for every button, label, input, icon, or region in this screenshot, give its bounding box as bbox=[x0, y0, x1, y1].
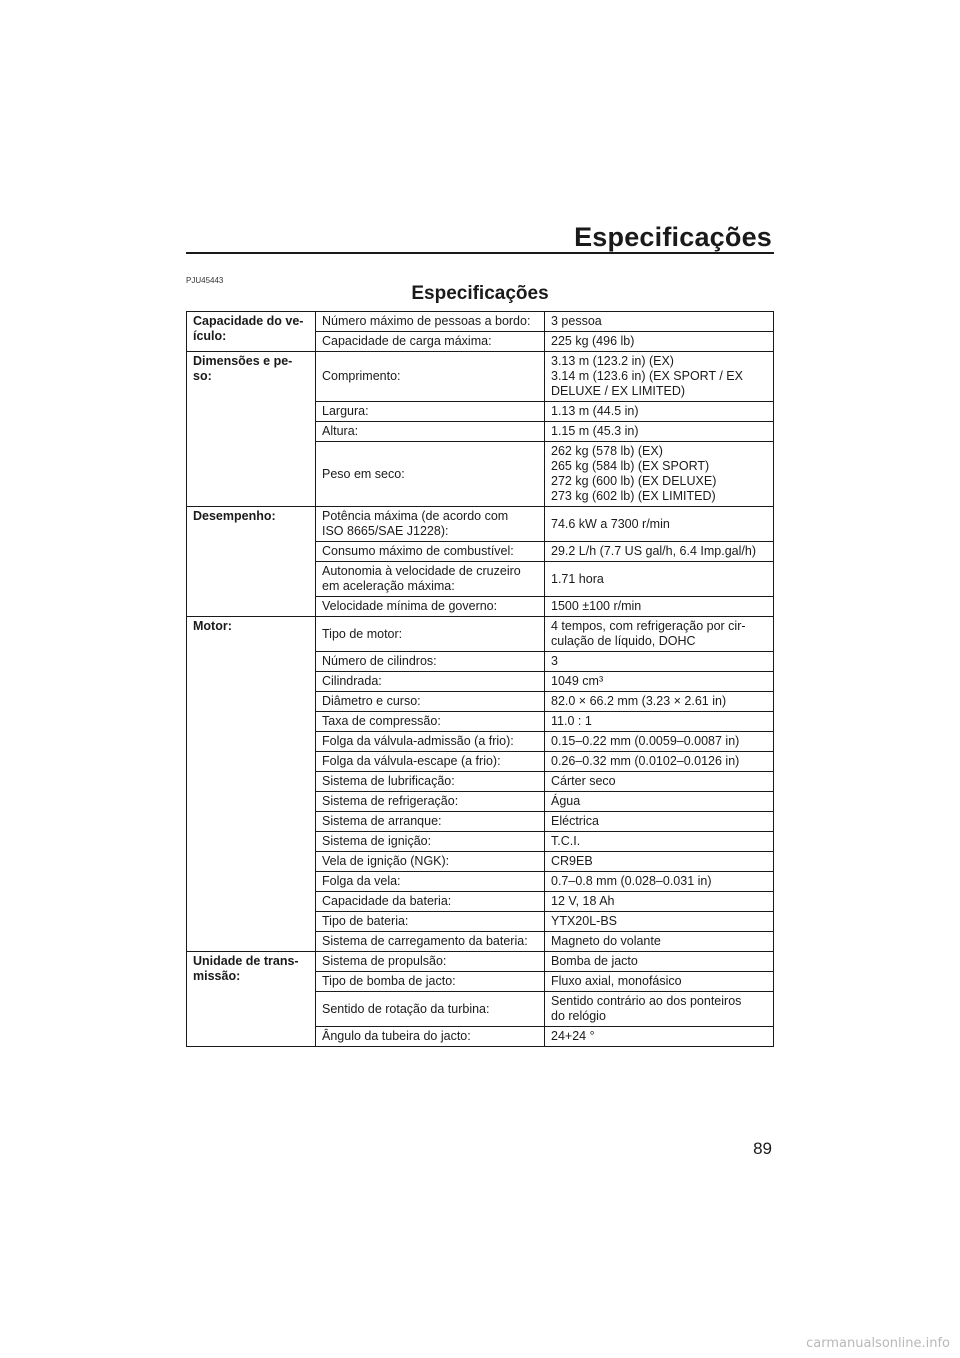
spec-value: 74.6 kW a 7300 r/min bbox=[545, 507, 774, 542]
spec-category: Dimensões e pe- so: bbox=[187, 352, 316, 507]
spec-value: Cárter seco bbox=[545, 772, 774, 792]
spec-row bbox=[187, 617, 774, 652]
spec-value: T.C.I. bbox=[545, 832, 774, 852]
spec-label: Número de cilindros: bbox=[316, 652, 545, 672]
spec-label: Taxa de compressão: bbox=[316, 712, 545, 732]
spec-value: 4 tempos, com refrigeração por cir- culação de líquido, DOHC bbox=[545, 617, 774, 652]
spec-value: 3.13 m (123.2 in) (EX) 3.14 m (123.6 in) (EX SPORT / EX DELUXE / EX LIMITED) bbox=[545, 352, 774, 402]
section-code: PJU45443 bbox=[186, 276, 224, 285]
spec-label: Peso em seco: bbox=[316, 442, 545, 507]
spec-value: 24+24 ° bbox=[545, 1027, 774, 1047]
spec-label: Tipo de motor: bbox=[316, 617, 545, 652]
spec-row bbox=[187, 952, 774, 972]
spec-value: 1500 ±100 r/min bbox=[545, 597, 774, 617]
spec-value: 0.15–0.22 mm (0.0059–0.0087 in) bbox=[545, 732, 774, 752]
spec-value: 0.7–0.8 mm (0.028–0.031 in) bbox=[545, 872, 774, 892]
spec-label: Folga da válvula-admissão (a frio): bbox=[316, 732, 545, 752]
header-divider bbox=[186, 252, 774, 254]
spec-category: Desempenho: bbox=[187, 507, 316, 617]
spec-label: Comprimento: bbox=[316, 352, 545, 402]
spec-row bbox=[187, 312, 774, 332]
spec-value: 12 V, 18 Ah bbox=[545, 892, 774, 912]
spec-label: Diâmetro e curso: bbox=[316, 692, 545, 712]
spec-label: Altura: bbox=[316, 422, 545, 442]
spec-label: Sistema de propulsão: bbox=[316, 952, 545, 972]
spec-label: Velocidade mínima de governo: bbox=[316, 597, 545, 617]
spec-label: Tipo de bateria: bbox=[316, 912, 545, 932]
spec-value: 11.0 : 1 bbox=[545, 712, 774, 732]
spec-label: Folga da vela: bbox=[316, 872, 545, 892]
spec-value: 3 pessoa bbox=[545, 312, 774, 332]
watermark: carmanualsonline.info bbox=[806, 1336, 950, 1351]
spec-value: Água bbox=[545, 792, 774, 812]
spec-label: Folga da válvula-escape (a frio): bbox=[316, 752, 545, 772]
spec-value: 1.15 m (45.3 in) bbox=[545, 422, 774, 442]
spec-category: Motor: bbox=[187, 617, 316, 952]
spec-value: 1.13 m (44.5 in) bbox=[545, 402, 774, 422]
spec-value: Bomba de jacto bbox=[545, 952, 774, 972]
spec-label: Cilindrada: bbox=[316, 672, 545, 692]
spec-category: Unidade de trans- missão: bbox=[187, 952, 316, 1047]
spec-value: 225 kg (496 lb) bbox=[545, 332, 774, 352]
spec-label: Sistema de carregamento da bateria: bbox=[316, 932, 545, 952]
spec-value: 1.71 hora bbox=[545, 562, 774, 597]
page-header-title: Especificações bbox=[574, 222, 772, 252]
page-number: 89 bbox=[753, 1139, 772, 1158]
spec-label: Tipo de bomba de jacto: bbox=[316, 972, 545, 992]
spec-label: Consumo máximo de combustível: bbox=[316, 542, 545, 562]
spec-label: Capacidade de carga máxima: bbox=[316, 332, 545, 352]
spec-value: 0.26–0.32 mm (0.0102–0.0126 in) bbox=[545, 752, 774, 772]
spec-label: Vela de ignição (NGK): bbox=[316, 852, 545, 872]
spec-value: 82.0 × 66.2 mm (3.23 × 2.61 in) bbox=[545, 692, 774, 712]
spec-value: CR9EB bbox=[545, 852, 774, 872]
spec-label: Sistema de ignição: bbox=[316, 832, 545, 852]
spec-label: Sistema de arranque: bbox=[316, 812, 545, 832]
spec-row bbox=[187, 507, 774, 542]
spec-label: Sentido de rotação da turbina: bbox=[316, 992, 545, 1027]
spec-value: Eléctrica bbox=[545, 812, 774, 832]
spec-label: Sistema de lubrificação: bbox=[316, 772, 545, 792]
spec-value: 1049 cm³ bbox=[545, 672, 774, 692]
spec-category: Capacidade do ve- ículo: bbox=[187, 312, 316, 352]
specifications-table bbox=[186, 311, 774, 1047]
spec-row bbox=[187, 352, 774, 402]
spec-value: YTX20L-BS bbox=[545, 912, 774, 932]
spec-label: Sistema de refrigeração: bbox=[316, 792, 545, 812]
spec-value: 262 kg (578 lb) (EX) 265 kg (584 lb) (EX SPORT) 272 kg (600 lb) (EX DELUXE) 273 kg (602 lb) (EX LIMITED) bbox=[545, 442, 774, 507]
section-title: Especificações bbox=[411, 283, 549, 304]
spec-label: Autonomia à velocidade de cruzeiro em aceleração máxima: bbox=[316, 562, 545, 597]
spec-value: Fluxo axial, monofásico bbox=[545, 972, 774, 992]
spec-label: Número máximo de pessoas a bordo: bbox=[316, 312, 545, 332]
spec-value: 3 bbox=[545, 652, 774, 672]
spec-label: Potência máxima (de acordo com ISO 8665/SAE J1228): bbox=[316, 507, 545, 542]
spec-value: Magneto do volante bbox=[545, 932, 774, 952]
spec-value: 29.2 L/h (7.7 US gal/h, 6.4 Imp.gal/h) bbox=[545, 542, 774, 562]
spec-label: Largura: bbox=[316, 402, 545, 422]
spec-value: Sentido contrário ao dos ponteiros do relógio bbox=[545, 992, 774, 1027]
spec-label: Capacidade da bateria: bbox=[316, 892, 545, 912]
spec-label: Ângulo da tubeira do jacto: bbox=[316, 1027, 545, 1047]
